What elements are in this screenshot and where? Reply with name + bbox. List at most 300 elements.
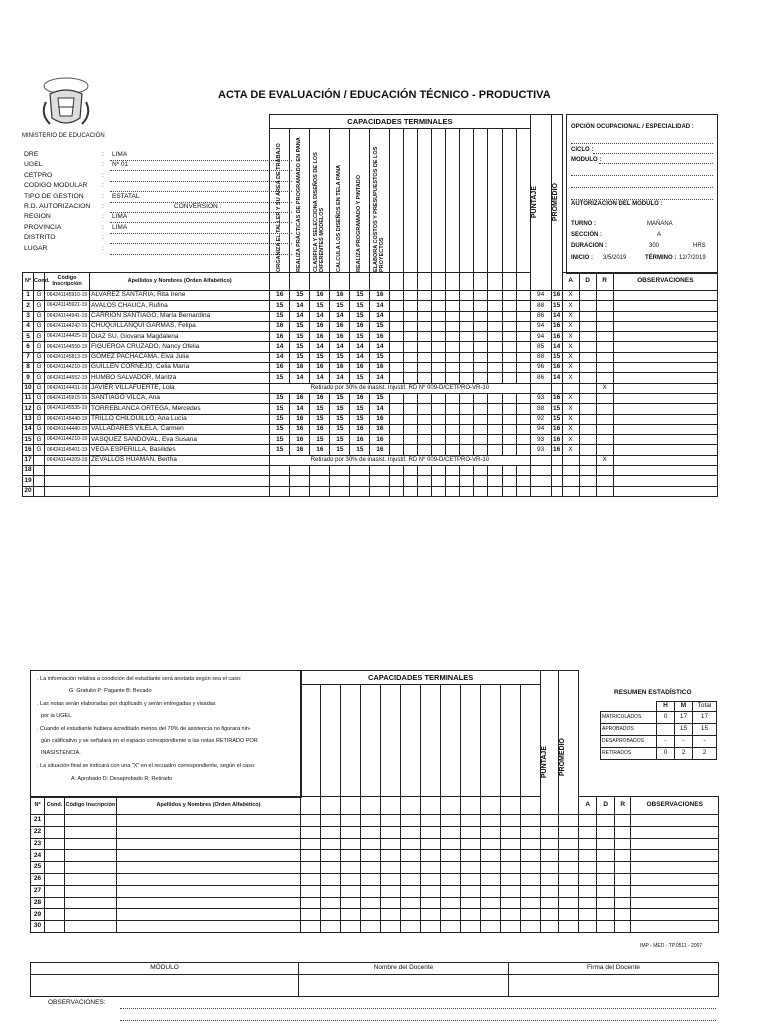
score-cell: [310, 486, 330, 496]
score-cell: 16: [310, 363, 330, 373]
note-line: . Las notas serán elaboradas por duplicado y serán entregadas y visadas: [37, 701, 216, 707]
promedio-cell: 14: [551, 373, 562, 383]
score-cell: 14: [330, 311, 350, 321]
row-number: 16: [23, 445, 34, 455]
student-row: [23, 455, 718, 465]
observacion-cell: [613, 301, 717, 311]
firma-header: Firma del Docente: [509, 963, 719, 975]
aprobado-cell: X: [562, 445, 579, 455]
score-cell: 16: [350, 363, 370, 373]
p2-header-r: R: [615, 797, 631, 815]
autorizacion-label: AUTORIZACION DEL MODULO :: [571, 201, 663, 207]
turno-value: MAÑANA: [647, 221, 673, 227]
score-cell: [290, 466, 310, 476]
retirado-cell: [596, 332, 613, 342]
row-number: 2: [23, 301, 34, 311]
aprobado-cell: X: [562, 404, 579, 414]
table-header-nombres: Apellidos y Nombres (Orden Alfabético): [90, 273, 270, 291]
cond-cell: G: [34, 342, 45, 352]
aprobado-cell: [562, 476, 579, 486]
promedio-cell: 16: [551, 332, 562, 342]
score-cell: 14: [370, 404, 390, 414]
cond-cell: G: [34, 404, 45, 414]
score-cell: 16: [370, 363, 390, 373]
desaprobado-cell: [579, 435, 596, 445]
student-name: AVALOS CHAUCA, Rufina: [90, 301, 270, 311]
score-cell: 15: [310, 435, 330, 445]
score-cell: 14: [370, 301, 390, 311]
student-row: [23, 373, 718, 383]
note-line: . Cuando el estudiante hubiera acreditado menos del 70% de asistencia no figurará nin-: [37, 726, 251, 732]
score-cell: [270, 466, 290, 476]
score-cell: 16: [290, 414, 310, 424]
score-cell: 14: [290, 311, 310, 321]
score-cell: 15: [330, 445, 350, 455]
student-name: GOMEZ PACHACAMA, Elva Julia: [90, 352, 270, 362]
code-cell: 064241144550-19: [45, 342, 90, 352]
promedio-cell: [551, 455, 562, 465]
resumen-m-value: 17: [675, 711, 693, 723]
puntaje-cell: 94: [530, 424, 551, 434]
observacion-cell: [613, 311, 717, 321]
capacity-label: REALIZA PRÁCTICAS DE PROGRAMADO EN PANA: [295, 137, 302, 272]
observacion-cell: [613, 466, 717, 476]
p2-header-a: A: [579, 797, 597, 815]
score-cell: 15: [350, 445, 370, 455]
code-cell: 064241145921-19: [45, 301, 90, 311]
score-cell: [370, 466, 390, 476]
retired-note: Retirado por 30% de inasist. Injustif. RD Nº 009-D/CETPRO-VR-10: [270, 455, 530, 465]
promedio-cell: [551, 383, 562, 393]
retirado-cell: [596, 393, 613, 403]
resumen-h: H: [657, 701, 675, 711]
student-row: [23, 311, 718, 321]
score-cell: 14: [270, 342, 290, 352]
score-cell: 16: [330, 291, 350, 301]
code-cell: 064241145535-19: [45, 404, 90, 414]
student-name: SANTIAGO VILCA, Ana: [90, 393, 270, 403]
score-cell: 15: [290, 352, 310, 362]
inicio-value: 3/5/2019: [603, 255, 627, 261]
score-cell: 15: [290, 321, 310, 331]
info-colon: :: [102, 161, 104, 169]
score-cell: 15: [270, 311, 290, 321]
desaprobado-cell: [579, 311, 596, 321]
info-label: CODIGO MODULAR: [24, 182, 88, 190]
student-row: [23, 414, 718, 424]
promedio-cell: 16: [551, 445, 562, 455]
score-cell: 16: [270, 332, 290, 342]
puntaje-cell: 88: [530, 301, 551, 311]
modulo-label: MODULO :: [571, 157, 602, 163]
student-name: CHUQUILLANQUI GARMAS, Felipa: [90, 321, 270, 331]
resumen-total-value: 15: [693, 723, 717, 735]
row-number: 14: [23, 424, 34, 434]
puntaje-cell: 86: [530, 311, 551, 321]
score-cell: 14: [370, 342, 390, 352]
aprobado-cell: X: [562, 291, 579, 301]
retirado-cell: [596, 486, 613, 496]
info-label: REGION: [24, 213, 51, 221]
student-row: [23, 466, 718, 476]
cond-cell: [34, 466, 45, 476]
puntaje-cell: 93: [530, 445, 551, 455]
duracion-value: 300: [649, 243, 660, 249]
code-cell: 064241145915-19: [45, 393, 90, 403]
observaciones-label: OBSERVACIONES:: [48, 999, 106, 1006]
desaprobado-cell: [579, 332, 596, 342]
score-cell: 16: [310, 332, 330, 342]
resumen-title: RESUMEN ESTADÍSTICO: [614, 689, 692, 696]
promedio-cell: 16: [551, 291, 562, 301]
capacidades-header-p2: CAPACIDADES TERMINALES: [301, 671, 541, 685]
student-name: CARRION SANTIAGO, María Bernardina: [90, 311, 270, 321]
code-cell: 064241144242-19: [45, 321, 90, 331]
retired-note: Retirado por 30% de inasist. Injustif. RD Nº 009-D/CETPRO-VR-10: [270, 383, 530, 393]
retirado-cell: [596, 373, 613, 383]
score-cell: [350, 486, 370, 496]
aprobado-cell: X: [562, 363, 579, 373]
score-cell: [270, 486, 290, 496]
aprobado-cell: X: [562, 373, 579, 383]
cond-cell: G: [34, 363, 45, 373]
student-name: [90, 476, 270, 486]
score-cell: 16: [370, 424, 390, 434]
retirado-cell: X: [596, 383, 613, 393]
note-line: G: Gratuito P: Pagante B: Becado: [69, 688, 152, 694]
score-cell: 14: [330, 342, 350, 352]
score-cell: 15: [310, 404, 330, 414]
desaprobado-cell: [579, 424, 596, 434]
observacion-cell: [613, 476, 717, 486]
aprobado-cell: X: [562, 435, 579, 445]
promedio-cell: [551, 486, 562, 496]
score-cell: 16: [290, 393, 310, 403]
promedio-cell: [551, 476, 562, 486]
student-row: [23, 476, 718, 486]
puntaje-cell: 94: [530, 332, 551, 342]
score-cell: 16: [270, 363, 290, 373]
cond-cell: [34, 455, 45, 465]
empty-row: [31, 897, 719, 909]
student-name: VASQUEZ SANDOVAL, Eva Susana: [90, 435, 270, 445]
cond-cell: G: [34, 393, 45, 403]
promedio-cell: [551, 466, 562, 476]
puntaje-cell: 94: [530, 321, 551, 331]
score-cell: 15: [270, 373, 290, 383]
info-value: CONVERSION :: [174, 202, 222, 210]
resumen-total-value: -: [693, 735, 717, 747]
signature-table: [30, 962, 719, 997]
observacion-cell: [613, 373, 717, 383]
puntaje-cell: [530, 466, 551, 476]
observacion-cell: [613, 393, 717, 403]
p2-header-nombres: Apellidos y Nombres (Orden Alfabético): [117, 797, 301, 815]
seccion-label: SECCIÓN :: [571, 232, 603, 238]
code-cell: [45, 466, 90, 476]
retirado-cell: [596, 445, 613, 455]
row-number: 5: [23, 332, 34, 342]
info-label: UGEL: [24, 161, 43, 169]
code-cell: 064241144425-19: [45, 332, 90, 342]
row-number: 1: [23, 291, 34, 301]
score-cell: 16: [290, 435, 310, 445]
info-colon: :: [102, 234, 104, 242]
row-number: 25: [31, 862, 45, 874]
score-cell: 16: [370, 435, 390, 445]
desaprobado-cell: [579, 455, 596, 465]
capacity-label: ELABORA COSTOS Y PRESUPUESTOS DE LOS PROYECTOS: [373, 146, 385, 272]
row-number: 27: [31, 885, 45, 897]
termino-value: 12/7/2019: [679, 255, 706, 261]
score-cell: 16: [310, 321, 330, 331]
score-cell: 16: [350, 393, 370, 403]
score-cell: 15: [310, 301, 330, 311]
code-cell: 064241144431-19: [45, 383, 90, 393]
puntaje-cell: 88: [530, 404, 551, 414]
score-cell: 14: [330, 373, 350, 383]
promedio-cell: 16: [551, 321, 562, 331]
resumen-h-value: -: [657, 735, 675, 747]
score-cell: 14: [350, 352, 370, 362]
desaprobado-cell: [579, 466, 596, 476]
empty-row: [31, 838, 719, 850]
row-number: 20: [23, 486, 34, 496]
info-value: ESTATAL: [112, 192, 140, 200]
score-cell: 16: [330, 332, 350, 342]
row-number: 18: [23, 466, 34, 476]
retirado-cell: [596, 321, 613, 331]
observacion-cell: [613, 455, 717, 465]
observacion-cell: [613, 321, 717, 331]
info-label: DRE: [24, 151, 39, 158]
student-row: [23, 445, 718, 455]
retirado-cell: [596, 424, 613, 434]
puntaje-cell: 85: [530, 342, 551, 352]
score-cell: 16: [270, 321, 290, 331]
student-name: [90, 486, 270, 496]
table-header-cond: Cond.: [34, 273, 45, 291]
resumen-m: M: [675, 701, 693, 711]
puntaje-cell: 96: [530, 363, 551, 373]
student-row: [23, 435, 718, 445]
info-colon: :: [102, 223, 104, 231]
resumen-h-value: 0: [657, 747, 675, 759]
info-label: PROVINCIA: [24, 223, 62, 231]
desaprobado-cell: [579, 373, 596, 383]
form-code: IMP - MED - TP.0511 - 2007: [640, 943, 703, 949]
code-cell: 064241145440-19: [45, 414, 90, 424]
observacion-cell: [613, 332, 717, 342]
promedio-cell: 15: [551, 404, 562, 414]
cond-cell: [34, 476, 45, 486]
inicio-label: INICIO :: [571, 255, 593, 261]
row-number: 28: [31, 897, 45, 909]
capacity-label: CALCULA LOS DISEÑOS EN TELA PANA: [335, 164, 342, 272]
observacion-cell: [613, 486, 717, 496]
score-cell: 15: [330, 301, 350, 311]
cond-cell: G: [34, 332, 45, 342]
observacion-cell: [613, 445, 717, 455]
score-cell: 15: [370, 393, 390, 403]
desaprobado-cell: [579, 414, 596, 424]
cond-cell: G: [34, 435, 45, 445]
desaprobado-cell: [579, 476, 596, 486]
cond-cell: G: [34, 321, 45, 331]
score-cell: 15: [290, 291, 310, 301]
docente-cell: [299, 975, 509, 997]
info-label: DISTRITO: [24, 234, 56, 242]
score-cell: 15: [270, 404, 290, 414]
puntaje-header-p2: PUNTAJE: [541, 746, 549, 779]
capacity-label: ORGANIZA EL TALLER Y SU ÁREA DE TRABAJO: [275, 143, 282, 272]
cond-cell: [34, 486, 45, 496]
row-number: 15: [23, 435, 34, 445]
aprobado-cell: X: [562, 321, 579, 331]
resumen-total: Total: [693, 701, 717, 711]
resumen-label: RETIRADOS: [601, 747, 657, 759]
score-cell: [350, 476, 370, 486]
aprobado-cell: [562, 486, 579, 496]
score-cell: 14: [290, 301, 310, 311]
note-line: A: Aprobado D: Desaprobado R: Retirado: [71, 776, 173, 782]
retirado-cell: [596, 435, 613, 445]
score-cell: 16: [330, 321, 350, 331]
observacion-cell: [613, 404, 717, 414]
row-number: 30: [31, 921, 45, 933]
cond-cell: G: [34, 291, 45, 301]
score-cell: 16: [350, 435, 370, 445]
retirado-cell: [596, 301, 613, 311]
student-name: FIGUEROA CRUZADO, Nancy Ofelia: [90, 342, 270, 352]
score-cell: 15: [350, 414, 370, 424]
code-cell: [45, 486, 90, 496]
main-grade-table: [22, 114, 718, 497]
desaprobado-cell: [579, 445, 596, 455]
row-number: 17: [23, 455, 34, 465]
observacion-cell: [613, 424, 717, 434]
score-cell: [350, 466, 370, 476]
retirado-cell: [596, 352, 613, 362]
puntaje-cell: 92: [530, 414, 551, 424]
score-cell: [290, 476, 310, 486]
desaprobado-cell: [579, 352, 596, 362]
student-name: [90, 466, 270, 476]
student-row: [23, 363, 718, 373]
score-cell: 16: [350, 321, 370, 331]
row-number: 13: [23, 414, 34, 424]
page2-table: [30, 670, 719, 933]
info-value: LIMA: [112, 213, 128, 221]
retirado-cell: X: [596, 455, 613, 465]
note-line: gún calificativo y se señalará en el espacio correspondiente a las notas RETIRADO POR: [41, 738, 258, 744]
termino-label: TÉRMINO :: [645, 255, 677, 261]
score-cell: 16: [310, 445, 330, 455]
capacity-label: CLASIFICA Y SELECCIONA DISEÑOS DE LOS DIFERENTES MODELOS: [313, 152, 325, 272]
p2-header-obs: OBSERVACIONES: [631, 797, 719, 815]
score-cell: 16: [290, 445, 310, 455]
duracion-label: DURACION :: [571, 243, 607, 249]
observacion-cell: [613, 363, 717, 373]
puntaje-cell: [530, 383, 551, 393]
cond-cell: G: [34, 414, 45, 424]
docente-header: Nombre del Docente: [299, 963, 509, 975]
desaprobado-cell: [579, 486, 596, 496]
score-cell: 15: [350, 291, 370, 301]
observacion-cell: [613, 383, 717, 393]
table-header-d: D: [579, 273, 596, 291]
promedio-cell: 16: [551, 363, 562, 373]
score-cell: 16: [270, 291, 290, 301]
score-cell: 15: [330, 424, 350, 434]
note-line: INASISTENCIA.: [41, 750, 81, 756]
p2-header-d: D: [597, 797, 615, 815]
student-row: [23, 486, 718, 496]
turno-label: TURNO :: [571, 221, 596, 227]
empty-row: [31, 873, 719, 885]
student-row: [23, 404, 718, 414]
score-cell: 15: [270, 414, 290, 424]
student-row: [23, 301, 718, 311]
aprobado-cell: X: [562, 332, 579, 342]
score-cell: 15: [330, 404, 350, 414]
p2-header-codigo: Código Inscripción: [65, 797, 117, 815]
info-label: CETPRO: [24, 171, 53, 179]
puntaje-cell: 93: [530, 393, 551, 403]
score-cell: 15: [310, 352, 330, 362]
score-cell: 14: [270, 352, 290, 362]
retirado-cell: [596, 466, 613, 476]
student-name: ALVAREZ SANTARIA, Rita Irene: [90, 291, 270, 301]
resumen-total-value: 2: [693, 747, 717, 759]
aprobado-cell: [562, 455, 579, 465]
info-label: LUGAR: [24, 244, 48, 252]
score-cell: 16: [370, 414, 390, 424]
puntaje-cell: 93: [530, 435, 551, 445]
code-cell: 064241144209-19: [45, 455, 90, 465]
aprobado-cell: X: [562, 393, 579, 403]
score-cell: [270, 476, 290, 486]
student-name: TORREBLANCA ORTEGA, Mercedes: [90, 404, 270, 414]
score-cell: 15: [290, 342, 310, 352]
score-cell: 15: [310, 414, 330, 424]
row-number: 19: [23, 476, 34, 486]
student-name: ZEVALLOS HUAMAN, Bertha: [90, 455, 270, 465]
info-colon: :: [102, 151, 104, 158]
aprobado-cell: [562, 466, 579, 476]
row-number: 29: [31, 909, 45, 921]
info-colon: :: [102, 171, 104, 179]
score-cell: 15: [270, 301, 290, 311]
student-name: JAVIER VILLAFUERTE, Lola: [90, 383, 270, 393]
promedio-cell: 15: [551, 414, 562, 424]
score-cell: 16: [310, 291, 330, 301]
row-number: 8: [23, 363, 34, 373]
p2-header-num: Nº: [31, 797, 45, 815]
desaprobado-cell: [579, 404, 596, 414]
promedio-cell: 16: [551, 393, 562, 403]
observacion-cell: [613, 291, 717, 301]
opcion-label: OPCIÓN OCUPACIONAL / ESPECIALIDAD :: [571, 124, 694, 130]
row-number: 11: [23, 393, 34, 403]
cond-cell: G: [34, 311, 45, 321]
empty-row: [31, 921, 719, 933]
resumen-m-value: 2: [675, 747, 693, 759]
puntaje-header: PUNTAJE: [530, 186, 538, 219]
row-number: 7: [23, 352, 34, 362]
row-number: 6: [23, 342, 34, 352]
row-number: 10: [23, 383, 34, 393]
